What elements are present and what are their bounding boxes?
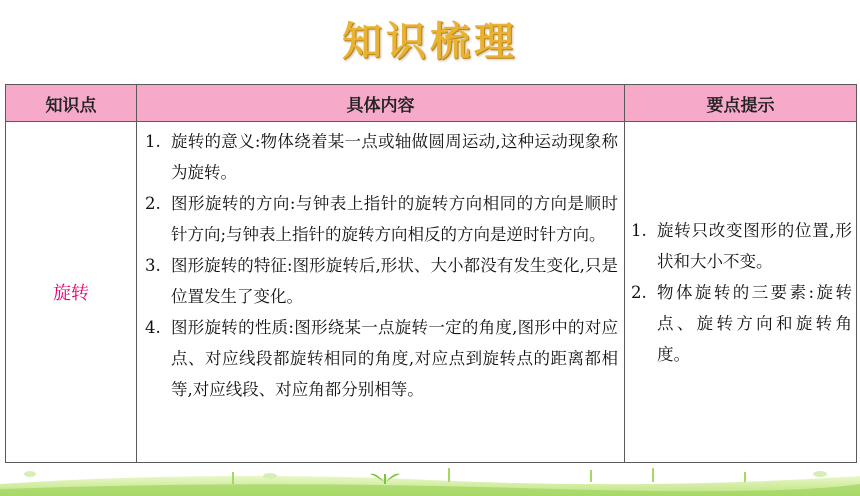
page-title: 知识梳理 [342,18,518,65]
item-number: 2. [145,194,161,213]
knowledge-table [5,84,857,463]
content-item [145,312,618,405]
table-header-row [6,85,857,122]
item-number: 3. [145,256,161,275]
header-key-tips: 要点提示 [625,85,857,122]
item-number: 4. [145,318,161,337]
item-text: 图形旋转的特征:图形旋转后,形状、大小都没有发生变化,只是位置发生了变化。 [171,256,618,306]
topic-cell: 旋转 [6,122,137,463]
item-text: 旋转的意义:物体绕着某一点或轴做圆周运动,这种运动现象称为旋转。 [171,132,618,182]
table-row [6,122,857,463]
item-number: 1. [631,220,647,240]
tip-item [631,215,852,277]
item-text: 旋转只改变图形的位置,形状和大小不变。 [657,220,852,271]
item-text: 图形旋转的性质:图形绕某一点旋转一定的角度,图形中的对应点、对应线段都旋转相同的角度,对应点到旋转点的距离都相等,对应线段、对应角都分别相等。 [171,318,618,399]
content-cell [137,122,625,463]
tips-cell [625,122,857,463]
grass-footer-decoration [0,462,860,496]
content-item [145,188,618,250]
item-text: 物体旋转的三要素:旋转点、旋转方向和旋转角度。 [657,282,852,364]
content-item [145,126,618,188]
tip-item [631,277,852,370]
item-number: 1. [145,132,161,151]
item-number: 2. [631,282,647,302]
content-item [145,250,618,312]
item-text: 图形旋转的方向:与钟表上指针的旋转方向相同的方向是顺时针方向;与钟表上指针的旋转方向相反的方向是逆时针方向。 [171,194,618,244]
header-knowledge-point: 知识点 [6,85,137,122]
header-specific-content: 具体内容 [137,85,625,122]
